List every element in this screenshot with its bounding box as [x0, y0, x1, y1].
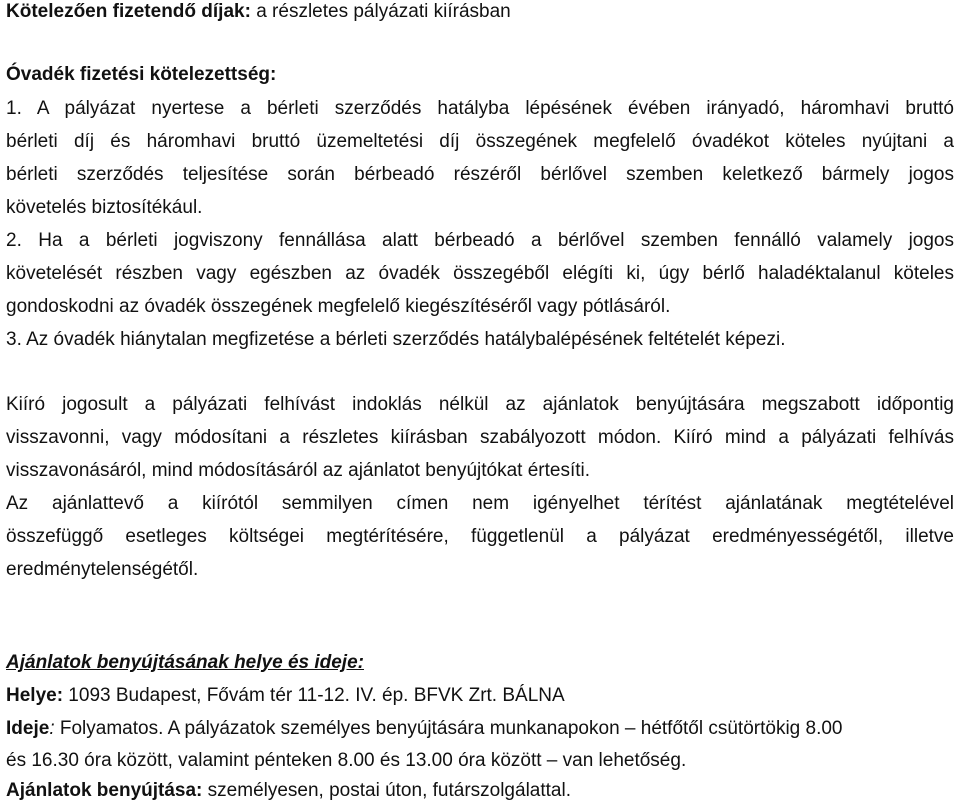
- place-label: Helye:: [6, 685, 64, 706]
- deposit-heading-text: Óvadék fizetési kötelezettség:: [6, 64, 277, 85]
- submission-time-line-2: és 16.30 óra között, valamint pénteken 8.00 és 13.00 óra között – van lehetőség.: [6, 750, 687, 771]
- withdrawal-line: összefüggő esetleges költségei megtérítésére, függetlenül a pályázat eredményességétől, illetve: [6, 526, 954, 547]
- fees-line: [6, 0, 954, 24]
- fees-value: a részletes pályázati kiírásban: [250, 1, 511, 22]
- submission-place-line: [6, 684, 954, 708]
- withdrawal-line: visszavonásáról, mind módosításáról az ajánlatot benyújtókat értesíti.: [6, 460, 591, 481]
- time-value: Folyamatos. A pályázatok személyes benyújtására munkanapokon – hétfőtől csütörtökig 8.00: [54, 718, 843, 739]
- method-label: Ajánlatok benyújtása:: [6, 780, 203, 801]
- withdrawal-line: Az ajánlattevő a kiírótól semmilyen címen nem igényelhet térítést ajánlatának megtételével: [6, 493, 954, 514]
- withdrawal-line: eredménytelenségétől.: [6, 559, 199, 580]
- submission-method-line: [6, 779, 954, 803]
- deposit-heading: [6, 63, 954, 87]
- withdrawal-line: Kiíró jogosult a pályázati felhívást indoklás nélkül az ajánlatok benyújtására megszabott időpontig: [6, 394, 954, 415]
- deposit-line: 3. Az óvadék hiánytalan megfizetése a bérleti szerződés hatálybalépésének feltételét képezi.: [6, 329, 786, 350]
- deposit-line: követelését részben vagy egészben az óvadék összegéből elégíti ki, úgy bérlő haladéktalanul köteles: [6, 263, 954, 284]
- submission-heading-text: Ajánlatok benyújtásának helye és ideje:: [6, 652, 364, 673]
- method-value: személyesen, postai úton, futárszolgálattal.: [202, 780, 571, 801]
- deposit-line: gondoskodni az óvadék összegének megfelelő kiegészítéséről vagy pótlásáról.: [6, 296, 671, 317]
- time-colon: :: [49, 718, 55, 739]
- deposit-line: követelés biztosítékául.: [6, 197, 203, 218]
- submission-time-line: [6, 717, 954, 741]
- place-value: 1093 Budapest, Fővám tér 11-12. IV. ép. BFVK Zrt. BÁLNA: [63, 685, 565, 706]
- time-label: Ideje: [6, 718, 50, 739]
- deposit-line: 1. A pályázat nyertese a bérleti szerződés hatályba lépésének évében irányadó, háromhavi bruttó: [6, 98, 954, 119]
- deposit-line: bérleti díj és háromhavi bruttó üzemeltetési díj összegének megfelelő óvadékot köteles nyújtani a: [6, 131, 954, 152]
- withdrawal-line: visszavonni, vagy módosítani a részletes kiírásban szabályozott módon. Kiíró mind a pályázati felhívás: [6, 427, 954, 448]
- deposit-line: bérleti szerződés teljesítése során bérbeadó részéről bérlővel szemben keletkező bármely jogos: [6, 164, 954, 185]
- fees-label: Kötelezően fizetendő díjak:: [6, 1, 251, 22]
- submission-heading: [6, 651, 954, 675]
- deposit-line: 2. Ha a bérleti jogviszony fennállása alatt bérbeadó a bérlővel szemben fennálló valamely jogos: [6, 230, 954, 251]
